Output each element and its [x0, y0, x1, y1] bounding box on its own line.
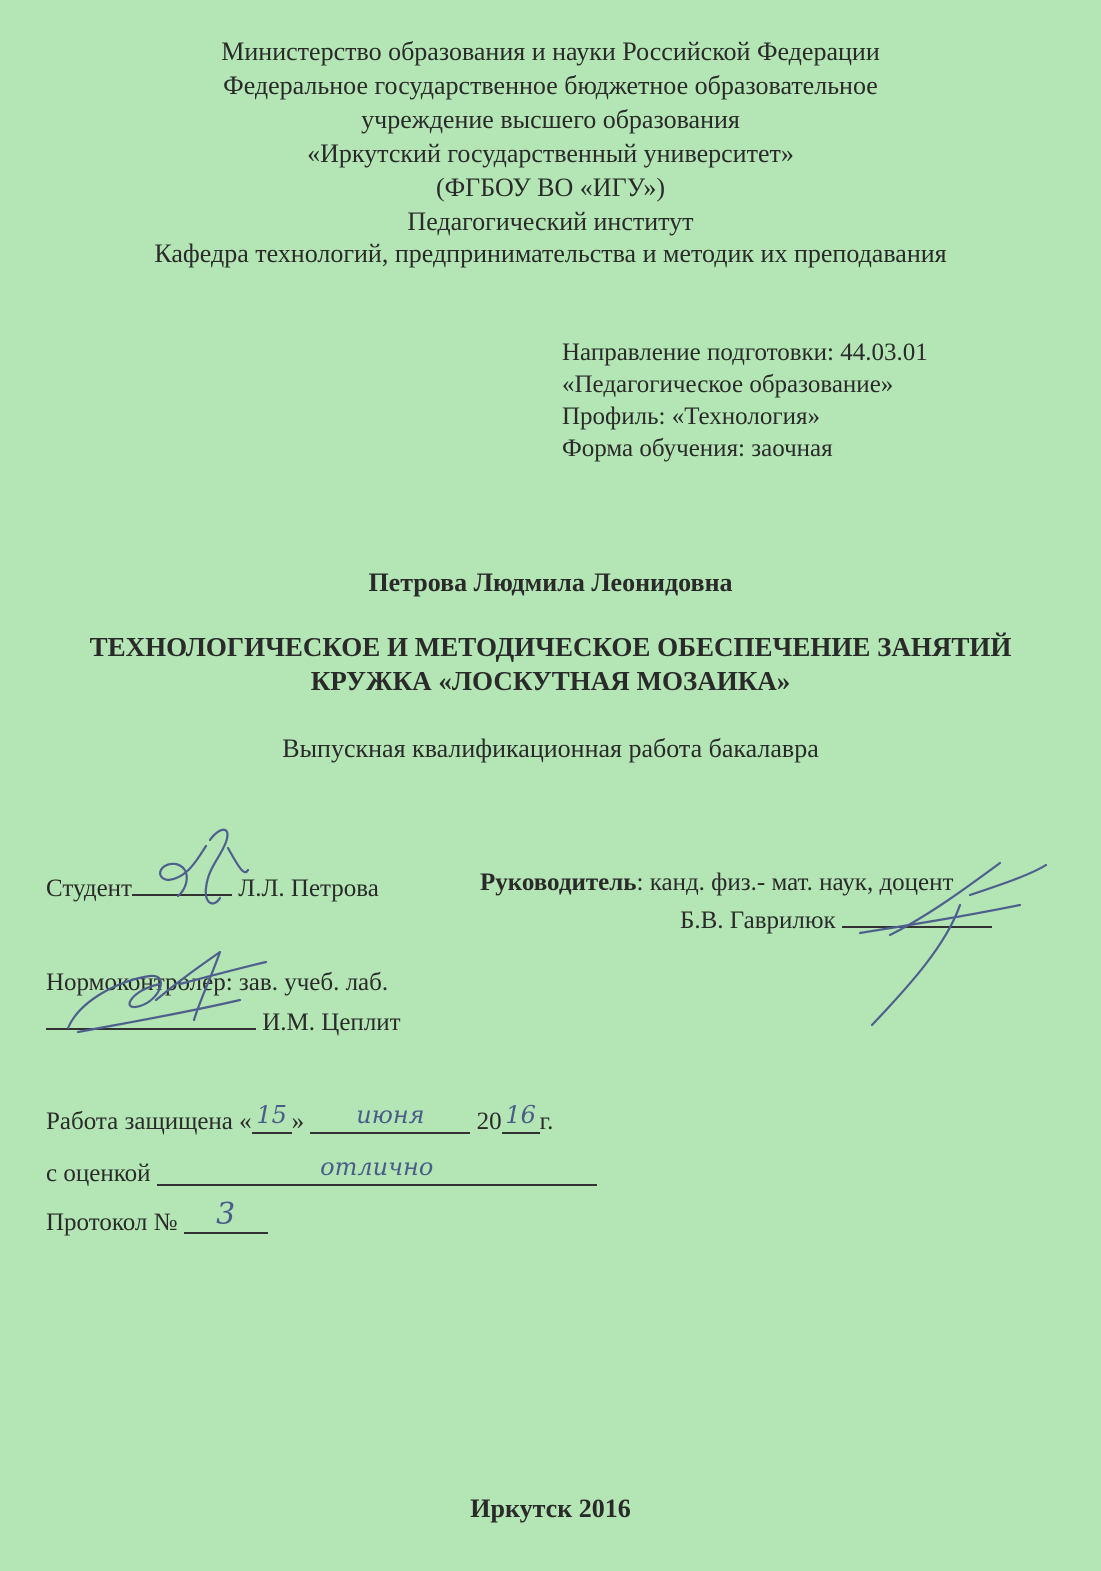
header-line: (ФГБОУ ВО «ИГУ») — [435, 173, 666, 202]
grade-row — [46, 1153, 597, 1189]
program-form: Форма обучения: заочная — [562, 435, 833, 462]
normcontrol-label: Нормоконтролер: зав. учеб. лаб. — [46, 969, 389, 996]
header-line: Педагогический институт — [407, 207, 694, 236]
author-name: Петрова Людмила Леонидовна — [368, 568, 733, 597]
supervisor-signature — [850, 855, 1050, 1035]
program-direction-name: «Педагогическое образование» — [562, 371, 894, 398]
thesis-title-line1: ТЕХНОЛОГИЧЕСКОЕ И МЕТОДИЧЕСКОЕ ОБЕСПЕЧЕНИЕ ЗАНЯТИЙ — [89, 632, 1012, 662]
normcontrol-signature — [60, 940, 270, 1040]
defense-year-unit: г. — [539, 1108, 554, 1135]
defense-month: июня — [356, 1101, 425, 1129]
defense-year-prefix: 20 — [476, 1108, 502, 1135]
protocol-label: Протокол № — [46, 1209, 178, 1236]
protocol-field — [184, 1197, 268, 1234]
program-direction: Направление подготовки: 44.03.01 — [562, 339, 928, 366]
thesis-title-line2: КРУЖКА «ЛОСКУТНАЯ МОЗАИКА» — [310, 666, 791, 696]
header-line: «Иркутский государственный университет» — [307, 139, 794, 168]
supervisor-label: Руководитель — [480, 869, 637, 896]
header-line: Федеральное государственное бюджетное образовательное — [223, 71, 878, 100]
defense-day-field — [252, 1101, 292, 1134]
defense-year-field — [502, 1101, 540, 1134]
defense-row — [46, 1101, 554, 1137]
supervisor-title: : канд. физ.- мат. наук, доцент — [636, 869, 954, 896]
grade-label: с оценкой — [46, 1160, 151, 1187]
student-name: Л.Л. Петрова — [238, 875, 379, 902]
department-line: Кафедра технологий, предпринимательства и методик их преподавания — [154, 239, 947, 268]
supervisor-name: Б.В. Гаврилюк — [680, 907, 836, 934]
program-profile: Профиль: «Технология» — [562, 403, 820, 430]
protocol-number: 3 — [216, 1197, 236, 1232]
grade-field — [157, 1153, 597, 1186]
normcontrol-name: И.М. Цеплит — [262, 1009, 401, 1036]
defense-year-suffix: 16 — [505, 1101, 536, 1129]
student-signature — [148, 818, 268, 918]
work-type: Выпускная квалификационная работа бакалавра — [282, 734, 819, 763]
footer-city-year: Иркутск 2016 — [470, 1494, 631, 1523]
defense-day: 15 — [256, 1101, 287, 1129]
defense-close-quote: » — [291, 1108, 305, 1135]
student-label: Студент — [46, 875, 132, 902]
header-line: Министерство образования и науки Российской Федерации — [221, 37, 880, 66]
defense-label: Работа защищена « — [46, 1108, 252, 1135]
grade-value: отлично — [320, 1153, 434, 1181]
header-line: учреждение высшего образования — [361, 105, 740, 134]
protocol-row — [46, 1197, 268, 1238]
defense-month-field — [310, 1101, 470, 1134]
